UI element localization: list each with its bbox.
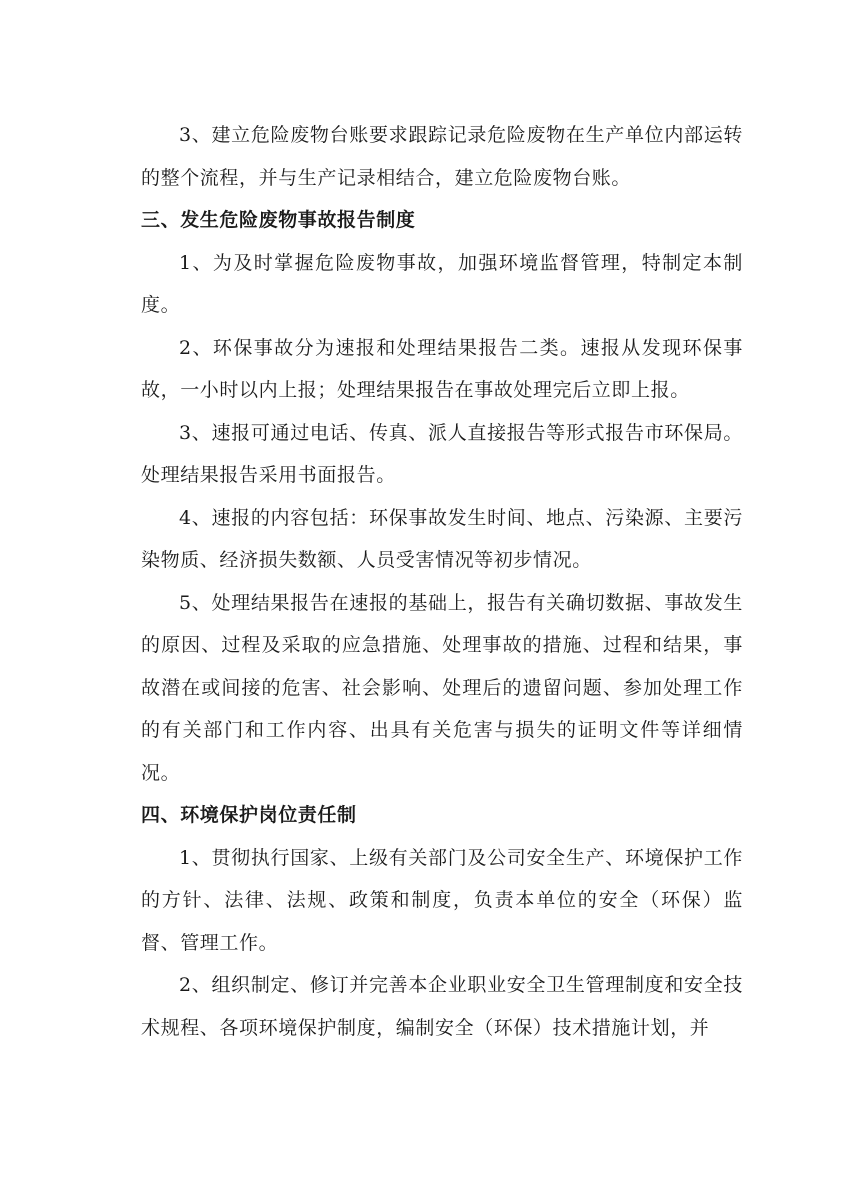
- document-body: [141, 114, 743, 1049]
- paragraph-report-methods: 3、速报可通过电话、传真、派人直接报告等形式报告市环保局。处理结果报告采用书面报告。: [141, 421, 743, 486]
- paragraph-quick-report-contents: 4、速报的内容包括：环保事故发生时间、地点、污染源、主要污染物质、经济损失数额、人员受害情况等初步情况。: [141, 506, 743, 571]
- paragraph-waste-ledger: 3、建立危险废物台账要求跟踪记录危险废物在生产单位内部运转的整个流程，并与生产记录相结合，建立危险废物台账。: [141, 124, 743, 189]
- paragraph-formulate-rules: 2、组织制定、修订并完善本企业职业安全卫生管理制度和安全技术规程、各项环境保护制度，编制安全（环保）技术措施计划，并: [141, 974, 743, 1039]
- paragraph-result-report-contents: 5、处理结果报告在速报的基础上，报告有关确切数据、事故发生的原因、过程及采取的应急措施、处理事故的措施、过程和结果，事故潜在或间接的危害、社会影响、处理后的遗留问题、参加处理工作的有关部门和工作内容、出具有关危害与损失的证明文件等详细情况。: [141, 591, 743, 784]
- section-heading-responsibility: 四、环境保护岗位责任制: [141, 804, 357, 826]
- paragraph-purpose: 1、为及时掌握危险废物事故，加强环境监督管理，特制定本制度。: [141, 251, 743, 316]
- section-heading-accident-reporting: 三、发生危险废物事故报告制度: [141, 209, 416, 231]
- paragraph-implement-policies: 1、贯彻执行国家、上级有关部门及公司安全生产、环境保护工作的方针、法律、法规、政策和制度，负责本单位的安全（环保）监督、管理工作。: [141, 846, 743, 954]
- paragraph-report-types: 2、环保事故分为速报和处理结果报告二类。速报从发现环保事故，一小时以内上报；处理结果报告在事故处理完后立即上报。: [141, 336, 743, 401]
